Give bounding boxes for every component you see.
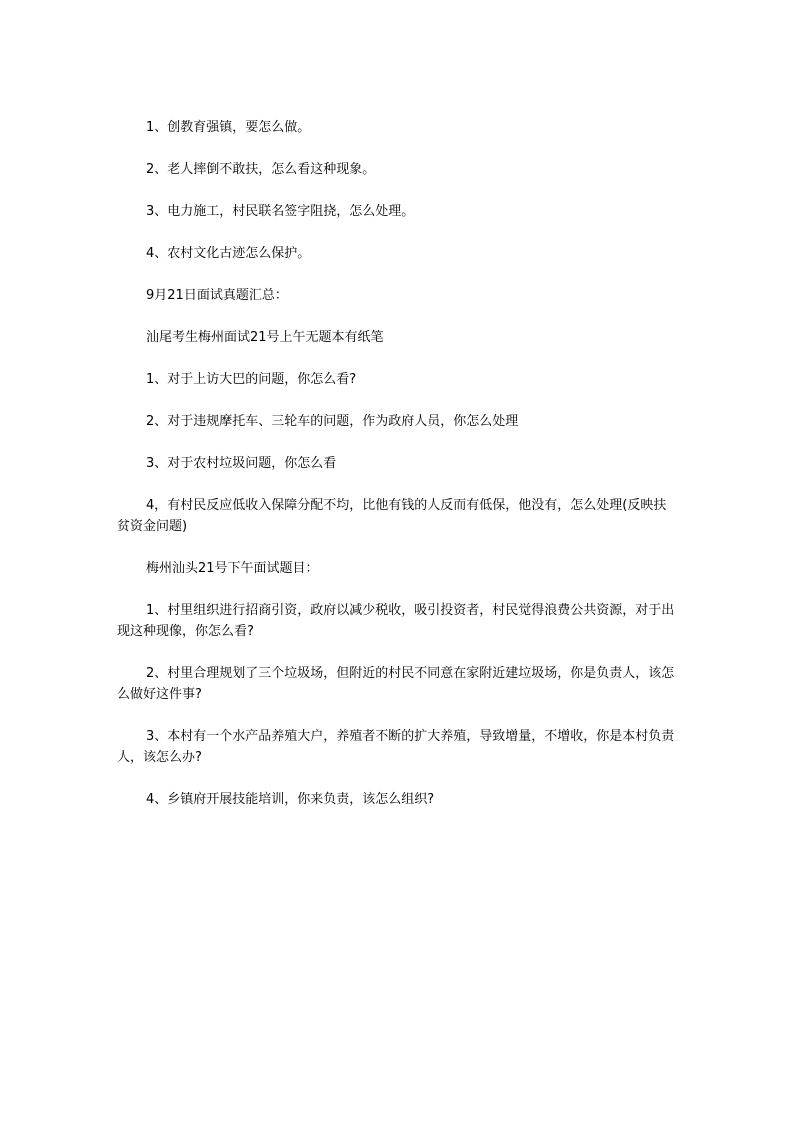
paragraph-afternoon-q3: 3、本村有一个水产品养殖大户，养殖者不断的扩大养殖，导致增量，不增收，你是本村负责人，该怎么办?	[117, 729, 675, 765]
paragraph-q2-elderly-fall: 2、老人摔倒不敢扶，怎么看这种现象。	[146, 162, 376, 177]
section-heading-sept-21: 9月21日面试真题汇总：	[146, 288, 288, 303]
document-body	[117, 117, 677, 831]
paragraph-morning-q2: 2、对于违规摩托车、三轮车的问题，作为政府人员，你怎么处理	[146, 414, 519, 429]
paragraph-morning-q4: 4，有村民反应低收入保障分配不均，比他有钱的人反而有低保，他没有，怎么处理(反映扶贫资金问题)	[117, 498, 667, 534]
paragraph-morning-q3: 3、对于农村垃圾问题，你怎么看	[146, 456, 337, 471]
paragraph-q1-education-town: 1、创教育强镇，要怎么做。	[146, 120, 311, 135]
paragraph-q4-cultural-relics: 4、农村文化古迹怎么保护。	[146, 246, 311, 261]
paragraph-morning-q1: 1、对于上访大巴的问题，你怎么看?	[146, 372, 357, 387]
paragraph-q3-power-construction: 3、电力施工，村民联名签字阻挠，怎么处理。	[146, 204, 415, 219]
paragraph-afternoon-q2: 2、村里合理规划了三个垃圾场，但附近的村民不同意在家附近建垃圾场，你是负责人，该怎么做好这件事?	[117, 666, 675, 702]
paragraph-afternoon-q1: 1、村里组织进行招商引资，政府以减少税收，吸引投资者，村民觉得浪费公共资源，对于出现这种现像，你怎么看?	[117, 603, 675, 639]
section-subheading-afternoon: 梅州汕头21号下午面试题目：	[146, 561, 319, 576]
section-subheading-morning: 汕尾考生梅州面试21号上午无题本有纸笔	[146, 330, 384, 345]
paragraph-afternoon-q4: 4、乡镇府开展技能培训，你来负责，该怎么组织?	[146, 792, 435, 807]
